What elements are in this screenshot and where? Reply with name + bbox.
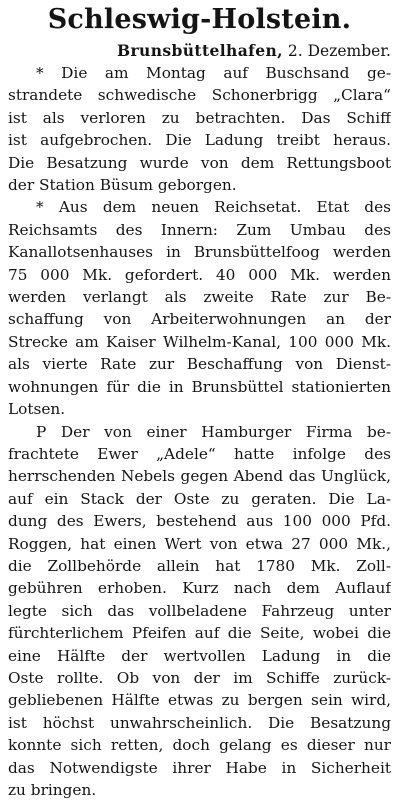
- text-line: Strecke am Kaiser Wilhelm-Kanal, 100 000 Mk.: [8, 331, 391, 353]
- dateline-place: Brunsbüttelhafen,: [117, 41, 283, 60]
- text-line: frachtete Ewer „Adele“ hatte infolge des: [8, 443, 391, 465]
- text-line: Die Besatzung wurde von dem Rettungsboot: [8, 152, 391, 174]
- text-line: dung des Ewers, bestehend aus 100 000 Pfd.: [8, 510, 391, 532]
- text-line: auf ein Stack der Oste zu geraten. Die La-: [8, 488, 391, 510]
- text-line: legte sich das vollbeladene Fahrzeug unter: [8, 600, 391, 622]
- text-line: Reichsamts des Innern: Zum Umbau des: [8, 219, 391, 241]
- text-line: Lotsen.: [8, 398, 391, 420]
- text-line: der Station Büsum geborgen.: [8, 174, 391, 196]
- text-line: zu bringen.: [8, 779, 391, 801]
- text-line: wohnungen für die in Brunsbüttel stationierten: [8, 376, 391, 398]
- dateline: [8, 40, 391, 62]
- news-item-reichsetat: [8, 196, 391, 420]
- headline: Schleswig-Holstein.: [8, 3, 391, 37]
- text-line: ist höchst unwahrscheinlich. Die Besatzung: [8, 712, 391, 734]
- dateline-date: 2. Dezember.: [288, 42, 391, 60]
- text-line: ist aufgebrochen. Die Ladung treibt heraus.: [8, 129, 391, 151]
- text-line: Kanallotsenhauses in Brunsbüttelfoog werden: [8, 241, 391, 263]
- text-line: die Zollbehörde allein hat 1780 Mk. Zoll-: [8, 555, 391, 577]
- news-item-ewer-adele: [8, 421, 391, 801]
- text-line: * Die am Montag auf Buschsand ge-: [8, 62, 391, 84]
- text-line: Oste rollte. Ob von der im Schiffe zurück-: [8, 667, 391, 689]
- text-line: gebühren erhoben. Kurz nach dem Auflauf: [8, 577, 391, 599]
- text-line: gebliebenen Hälfte etwas zu bergen sein wird,: [8, 689, 391, 711]
- text-line: schaffung von Arbeiterwohnungen an der: [8, 308, 391, 330]
- text-line: eine Hälfte der wertvollen Ladung in die: [8, 645, 391, 667]
- text-line: konnte sich retten, doch gelang es dieser nur: [8, 734, 391, 756]
- text-line: P Der von einer Hamburger Firma be-: [8, 421, 391, 443]
- news-item-clara: [8, 62, 391, 196]
- text-line: ist als verloren zu betrachten. Das Schiff: [8, 107, 391, 129]
- text-line: fürchterlichem Pfeifen auf die Seite, wobei die: [8, 622, 391, 644]
- text-line: * Aus dem neuen Reichsetat. Etat des: [8, 196, 391, 218]
- text-line: werden verlangt als zweite Rate zur Be-: [8, 286, 391, 308]
- text-line: als vierte Rate zur Beschaffung von Dienst-: [8, 353, 391, 375]
- text-line: das Notwendigste ihrer Habe in Sicherheit: [8, 757, 391, 779]
- text-line: herrschenden Nebels gegen Abend das Unglück,: [8, 465, 391, 487]
- text-line: Roggen, hat einen Wert von etwa 27 000 Mk.,: [8, 533, 391, 555]
- text-line: strandete schwedische Schonerbrigg „Clara“: [8, 84, 391, 106]
- text-line: 75 000 Mk. gefordert. 40 000 Mk. werden: [8, 264, 391, 286]
